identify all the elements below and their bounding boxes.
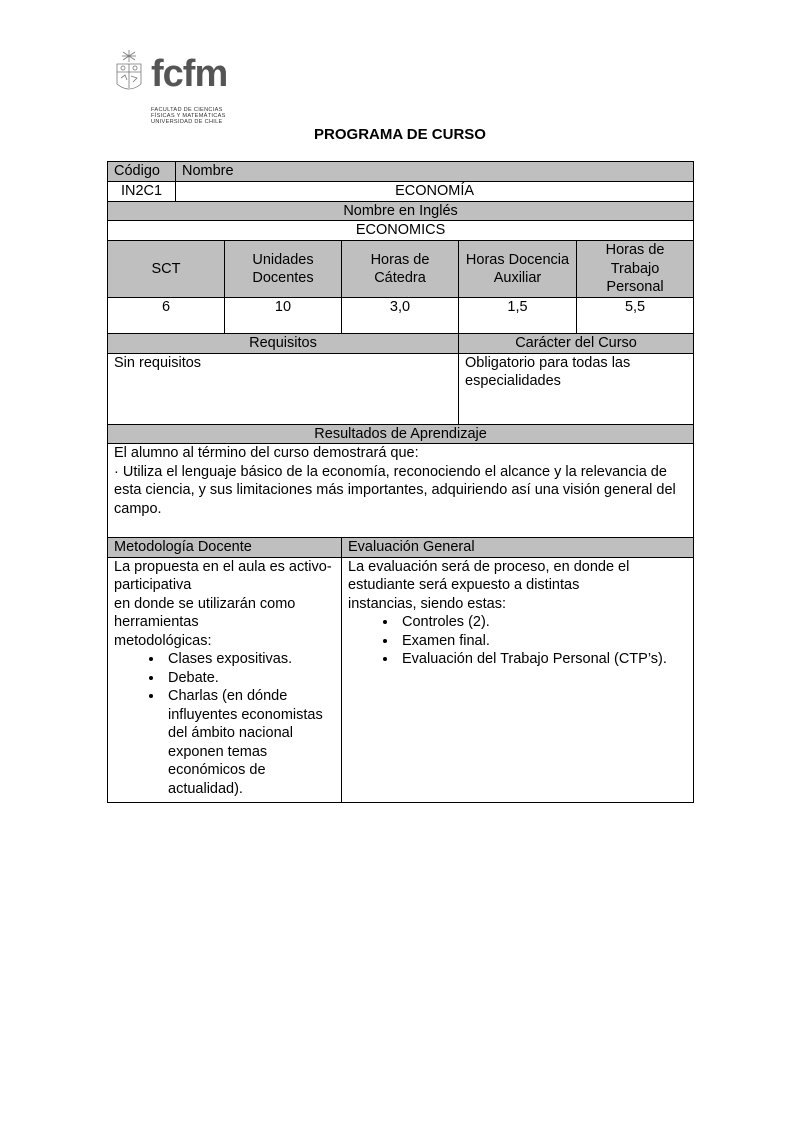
resultados-content <box>108 444 694 538</box>
metodologia-list <box>114 650 335 798</box>
resultados-label: Resultados de Aprendizaje <box>108 424 694 444</box>
code-label: Código <box>108 162 176 182</box>
horas-catedra-label: Horas de Cátedra <box>342 241 459 298</box>
fcfm-brand: fcfm <box>151 53 228 95</box>
sct-value: 6 <box>108 298 225 334</box>
name-label: Nombre <box>176 162 694 182</box>
list-item: • Evaluación del Trabajo Personal (CTP’s). <box>398 650 687 669</box>
faculty-name: FACULTAD DE CIENCIAS FÍSICAS Y MATEMÁTICAS UNIVERSIDAD DE CHILE <box>151 107 226 125</box>
page-title: PROGRAMA DE CURSO <box>314 126 486 143</box>
unidades-docentes-value: 10 <box>225 298 342 334</box>
list-item: • Charlas (en dónde influyentes economistas del ámbito nacional exponen temas económicos de actualidad). <box>164 687 335 798</box>
list-item: • Examen final. <box>398 632 687 651</box>
resultados-intro: El alumno al término del curso demostrará que: <box>114 445 419 461</box>
evaluacion-content: La evaluación será de proceso, en donde el estudiante será expuesto a distintas instancias, siendo estas: • Controles (2). • Examen final. • Evaluación del Trabajo Personal (CTP’s). <box>342 557 694 802</box>
unidades-docentes-label: Unidades Docentes <box>225 241 342 298</box>
university-seal-icon <box>113 48 145 96</box>
horas-auxiliar-value: 1,5 <box>459 298 577 334</box>
requisitos-label: Requisitos <box>108 334 459 354</box>
horas-catedra-value: 3,0 <box>342 298 459 334</box>
horas-auxiliar-label: Horas Docencia Auxiliar <box>459 241 577 298</box>
evaluacion-label: Evaluación General <box>342 538 694 558</box>
metodologia-label: Metodología Docente <box>108 538 342 558</box>
requisitos-value: Sin requisitos <box>108 353 459 424</box>
course-program-table <box>107 161 694 803</box>
course-code: IN2C1 <box>108 182 176 202</box>
sct-label: SCT <box>108 241 225 298</box>
caracter-value: Obligatorio para todas las especialidades <box>459 353 694 424</box>
list-item: • Debate. <box>164 669 335 688</box>
course-name: ECONOMÍA <box>176 182 694 202</box>
horas-personal-value: 5,5 <box>577 298 694 334</box>
course-english-name: ECONOMICS <box>108 221 694 241</box>
resultados-item: · Utiliza el lenguaje básico de la economía, reconociendo el alcance y la relevancia de esta ciencia, y sus limitaciones más importantes, adquiriendo así una visión general del campo. <box>114 463 676 517</box>
caracter-label: Carácter del Curso <box>459 334 694 354</box>
list-item: • Clases expositivas. <box>164 650 335 669</box>
evaluacion-list <box>348 613 687 669</box>
horas-personal-label: Horas de Trabajo Personal <box>577 241 694 298</box>
list-item: • Controles (2). <box>398 613 687 632</box>
english-name-label: Nombre en Inglés <box>108 201 694 221</box>
faculty-logo <box>113 46 243 130</box>
metodologia-content: La propuesta en el aula es activo-participativa en donde se utilizarán como herramientas metodológicas: • Clases expositivas. • Debate. • Charlas (en dónde influyentes economistas del ámbito nacional exponen temas económicos de actualidad). <box>108 557 342 802</box>
